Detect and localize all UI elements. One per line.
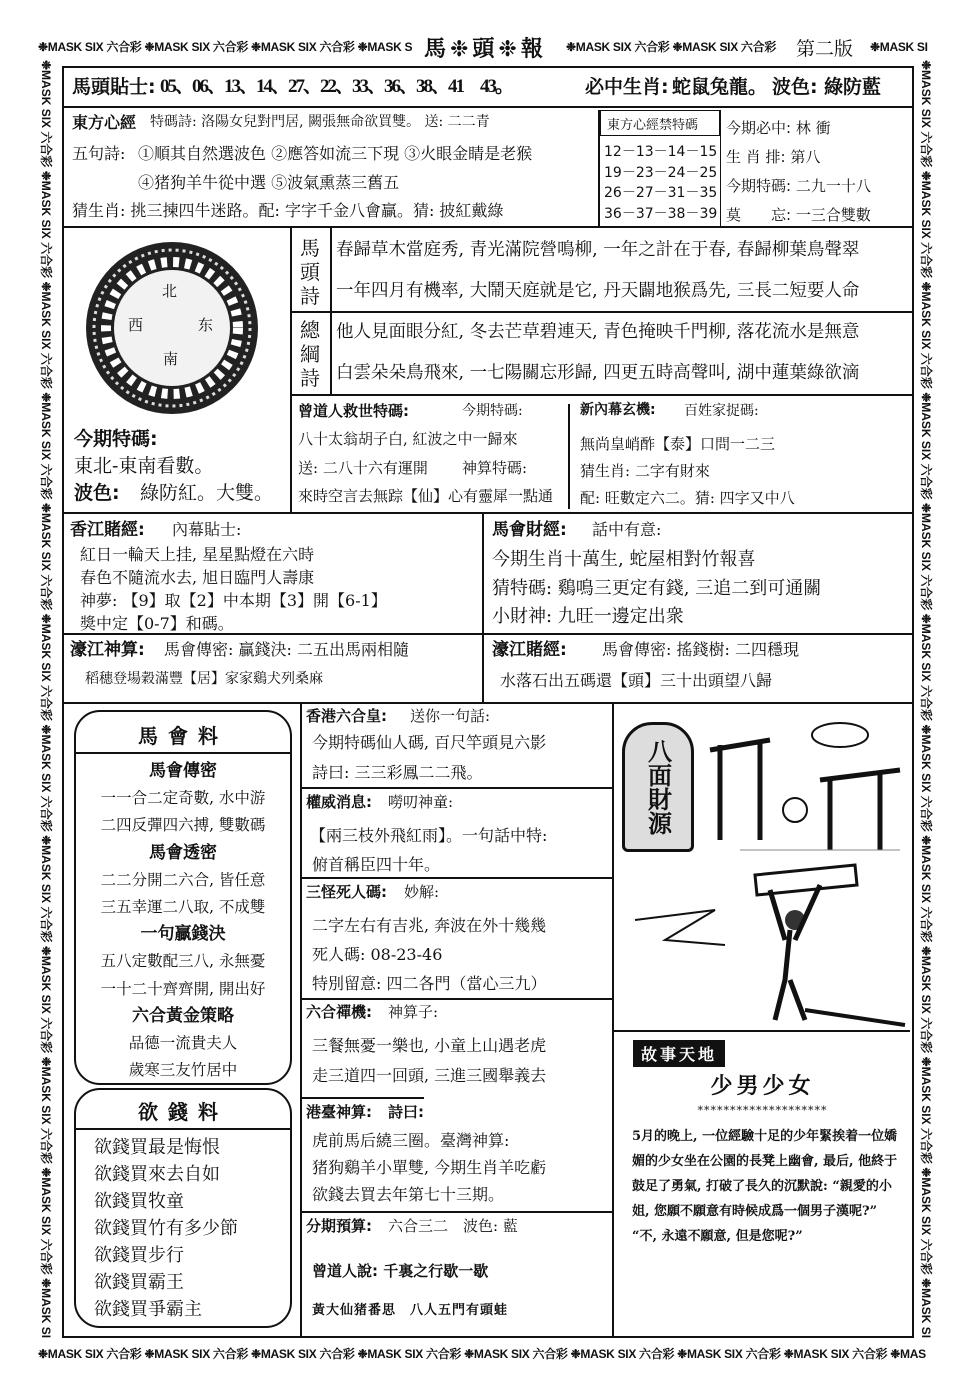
forbid-row: 26－27－31－35 [604, 185, 718, 201]
story-body: 5月的晚上, 一位經驗十足的少年緊挨着一位嬌媚的少女坐在公園的長凳上幽會, 最后, 他終于鼓足了勇氣, 打破了長久的沉默說: “親愛的小姐, 您願不願意有時候成爲一個男子漢呢?” “不, 永遠不願意, 但是您呢?” [632, 1129, 898, 1244]
neimu-line-1: 無尚皇峭酢【泰】口問一二三 [580, 435, 776, 453]
mid3-title: 三怪死人碼: [306, 883, 387, 901]
mid2-title: 權威消息: [306, 793, 372, 811]
mahuiliao-line: 二二分開二六合, 皆任意 [100, 870, 266, 889]
yuqianliao-line: 欲錢買最是悔恨 [94, 1137, 220, 1158]
zengdao-sub: 今期特碼: [462, 403, 523, 419]
info-value: 一三合雙數 [795, 206, 871, 224]
info-value: 二九一十八 [795, 177, 871, 195]
guess-zodiac: 猜生肖: 挑三揀四牛迷路。配: 字字千金八會贏。猜: 披紅戴綠 [72, 201, 504, 220]
fence-animals-illustration [700, 710, 910, 860]
banner-text: ❉MASK SIX 六合彩 ❉MASK SIX 六合彩 ❉MASK SIX 六合彩 ❉MASK S [38, 40, 413, 54]
mahuiliao-line: 三五幸運二八取, 不成雙 [100, 898, 266, 917]
five-line-1: ①順其自然選波色 ②應答如流三下現 ③火眼金睛是老猴 [138, 144, 533, 163]
tips-numbers: 05、06、13、14、27、22、33、36、38、41 43。 [160, 76, 513, 97]
haojiang1-line: 稻穗登場穀滿豐【居】家家鷄犬列桑麻 [85, 671, 323, 687]
mid2-sub: 嘮叨神童: [388, 793, 454, 811]
xiangjiang-line-1: 紅日一輪天上挂, 星星點燈在六時 [80, 545, 315, 564]
haojiang1-title: 濠江神算: [70, 640, 145, 660]
neimu-sub: 百姓家捉碼: [684, 403, 759, 419]
poem-b-line-2: 白雲朵朵鳥飛來, 一七陽關忘形歸, 四更五時高聲叫, 湖中蓮葉綠欲滴 [336, 363, 860, 383]
right-banner [918, 60, 936, 1340]
mahuiliao-line: 二四反彈四六搏, 雙數碼 [100, 816, 266, 835]
bottom-banner [38, 1345, 933, 1363]
xiangjiang-title: 香江賭經: [70, 520, 145, 540]
mid1-line-1: 今期特碼仙人碼, 百尺竿頭見六影 [312, 733, 547, 752]
forbid-row: 19－23－24－25 [604, 164, 718, 181]
mahuiliao-heading: 馬會透密 [149, 842, 217, 863]
wheel-south: 南 [163, 350, 179, 368]
zengdao-line-1: 八十太翁胡子白, 紅波之中一歸來 [298, 430, 518, 448]
mahuiliao-line: 歲寒三友竹居中 [128, 1061, 238, 1080]
mahuiliao-line: 品德一流貴夫人 [128, 1034, 238, 1053]
banner-text: ❉MASK SIX 六合彩 ❉MASK SIX 六合彩 [566, 40, 777, 54]
zengdao-line-2: 送: 二八十六有運開 [298, 459, 428, 477]
banner-text: ❉MASK SIX 六合彩 ❉MASK SIX 六合彩 ❉MASK SIX 六合彩 ❉MASK SIX 六合彩 ❉MASK SIX 六合彩 ❉MASK SIX 六合彩 ❉MASK SIX 六合彩 ❉MASK SIX 六合彩 ❉MAS [38, 1347, 926, 1361]
zengdao-title: 曾道人救世特碼: [298, 402, 409, 420]
wheel-color-text: 綠防紅。大雙。 [140, 482, 274, 504]
info-key: 生 肖 排: [726, 148, 786, 166]
neimu-line-3: 配: 旺數定六二。猜: 四字又中八 [580, 489, 795, 507]
yuqianliao-line: 欲錢買霸王 [94, 1272, 184, 1293]
mid6-sub: 六合三二 波色: 藍 [388, 1217, 518, 1235]
story-stars: ******************** [697, 1104, 828, 1117]
forbid-row: 12－13－14－15 [604, 144, 718, 160]
xiangjiang-line-2: 春色不隨流水去, 旭日臨門人壽康 [80, 568, 315, 587]
mahuiliao-heading: 一句贏錢決 [140, 924, 226, 945]
top-banner-right [870, 38, 933, 56]
mid4-line-1: 三餐無憂一樂也, 小童上山遇老虎 [312, 1036, 547, 1055]
mahui-line-1: 今期生肖十萬生, 蛇屋相對竹報喜 [492, 549, 756, 570]
neimu-title: 新內幕玄機: [580, 402, 656, 418]
banner-text: ❉MASK SI [870, 40, 928, 54]
mid3-sub: 妙解: [404, 883, 440, 901]
mid5-line-2: 猪狗鷄羊小單雙, 今期生肖羊吃虧 [312, 1158, 547, 1177]
wheel-code-text: 東北-東南看數。 [74, 455, 214, 477]
zodiac-label: 必中生肖: [585, 76, 669, 98]
mahui-sub: 話中有意: [592, 520, 662, 539]
haojiang2-line: 水落石出五碼還【頭】三十出頭望八歸 [500, 671, 773, 690]
mid3-line-2: 死人碼: 08-23-46 [312, 945, 443, 964]
forbid-table [598, 110, 910, 226]
mahuiliao-heading: 六合黃金策略 [132, 1005, 234, 1026]
haojiang2-title: 濠江賭經: [492, 640, 567, 660]
mid5-sub: 詩曰: [388, 1103, 424, 1121]
mid4-sub: 神算子: [388, 1003, 439, 1021]
wheel-code-label: 今期特碼: [74, 428, 158, 450]
info-value: 林 衝 [795, 119, 831, 137]
bamian-caisource-sign [622, 722, 694, 852]
mid6-title: 分期預算: [306, 1217, 372, 1235]
banner-text: ❉MASK SIX 六合彩 ❉MASK SIX 六合彩 ❉MASK SIX 六合彩 ❉MASK SIX 六合彩 ❉MASK SIX 六合彩 ❉MASK SIX 六合彩 ❉MASK SIX 六合彩 ❉MASK SIX 六合彩 ❉MASK SIX 六合彩 ❉MASK SIX 六合彩 ❉MASK SIX 六合彩 ❉MASK SI [39, 60, 53, 1339]
edition-label: 第二版 [790, 34, 859, 61]
color-label: 波色: [772, 76, 818, 98]
mahuiliao-line: 一十二十齊齊開, 開出好 [100, 979, 266, 998]
forbid-title: 東方心經禁特碼 [600, 110, 720, 136]
mahui-title: 馬會財經: [492, 520, 567, 540]
five-line-2: ④猪狗羊牛從中選 ⑤波氣熏蒸三舊五 [138, 173, 400, 192]
strongman-log-illustration [625, 860, 910, 1030]
xiangjiang-sub: 內幕貼士: [172, 520, 242, 539]
masthead-title: 馬❉頭❉報 [420, 32, 551, 63]
info-value: 第八 [790, 148, 821, 166]
mahuiliao-heading: 馬會傳密 [149, 761, 217, 781]
bamian-title: 八面財源 [643, 739, 672, 835]
mid1-line-2: 詩曰: 三三彩鳳二二飛。 [312, 763, 483, 782]
banner-text: ❉MASK SIX 六合彩 ❉MASK SIX 六合彩 ❉MASK SIX 六合彩 ❉MASK SIX 六合彩 ❉MASK SIX 六合彩 ❉MASK SIX 六合彩 ❉MASK SIX 六合彩 ❉MASK SIX 六合彩 ❉MASK SIX 六合彩 ❉MASK SIX 六合彩 ❉MASK SIX 六合彩 ❉MASK SI [919, 60, 933, 1339]
mahui-line-3: 小財神: 九旺一邊定出衆 [492, 606, 684, 627]
mahuiliao-line: 一一合二定奇數, 水中游 [100, 789, 266, 808]
mid3-line-3: 特別留意: 四二各門（當心三九） [312, 974, 547, 993]
five-label: 五句詩: [72, 144, 126, 163]
mid1-sub: 送你一句話: [410, 707, 491, 725]
top-banner-middle [566, 38, 782, 56]
yuqianliao-title: 欲錢料 [138, 1100, 228, 1124]
mahuiliao-line: 五八定數配三八, 永無憂 [100, 952, 266, 971]
dongfang-poem: 特碼詩: 洛陽女兒對門居, 闕張無命欲買雙。 送: 二二青 [150, 114, 490, 130]
wheel-east: 东 [198, 316, 214, 334]
neimu-line-2: 猜生肖: 二字有財來 [580, 462, 710, 480]
top-banner-left [38, 38, 412, 56]
info-key: 今期必中: [726, 119, 792, 137]
poem-a-line-1: 春歸草木當庭秀, 青光滿院營鳴柳, 一年之計在于春, 春歸柳葉鳥聲翠 [336, 240, 860, 260]
color-value: 綠防藍 [824, 76, 882, 98]
poem-a-line-2: 一年四月有機率, 大鬧天庭就是它, 丹天闢地猴爲先, 三長二短要人命 [336, 281, 860, 301]
zengdao-line-2b: 神算特碼: [462, 459, 528, 477]
mid3-line-1: 二字左右有吉兆, 奔波在外十幾幾 [312, 916, 547, 935]
yuqianliao-line: 欲錢買爭霸主 [94, 1299, 202, 1320]
mid1-title: 香港六合皇: [306, 707, 387, 725]
mid7-text: 曾道人說: 千裏之行歇一歇 [312, 1262, 489, 1280]
compass-wheel-image [82, 238, 262, 418]
mid4-line-2: 走三道四一回頭, 三進三國舉義去 [312, 1066, 547, 1085]
mahui-line-2: 猜特碼: 鷄鳴三更定有錢, 三追二到可通關 [492, 578, 822, 599]
wheel-color-label: 波色: [74, 482, 120, 504]
yuqianliao-box [74, 1088, 292, 1328]
mahuiliao-title: 馬會料 [138, 724, 228, 748]
xiangjiang-line-3: 神夢: 【9】取【2】中本期【3】開【6-1】 [80, 591, 387, 610]
haojiang1-sub: 馬會傳密: 贏錢決: 二五出馬兩相隨 [164, 640, 409, 659]
mid2-line-1: 【兩三枝外飛紅雨】。一句話中特: [310, 826, 548, 845]
zengdao-line-3: 來時空言去無踪【仙】心有靈犀一點通 [298, 487, 554, 505]
mid4-title: 六合禪機: [306, 1003, 372, 1021]
haojiang2-sub: 馬會傳密: 搖錢樹: 二四穩現 [602, 640, 799, 659]
left-banner [38, 60, 56, 1340]
mid5-line-1: 虎前馬后繞三圈。臺灣神算: [312, 1131, 510, 1150]
xiangjiang-line-4: 獎中定【0-7】和碼。 [80, 614, 234, 633]
wheel-west: 西 [128, 316, 144, 334]
mid5-title: 港臺神算: [306, 1103, 372, 1121]
poem-b-label: 總綱詩 [300, 318, 320, 390]
mid2-line-2: 俯首稱臣四十年。 [312, 855, 441, 874]
yuqianliao-line: 欲錢買牧童 [94, 1191, 184, 1212]
yuqianliao-line: 欲錢買竹有多少節 [94, 1218, 238, 1239]
poem-a-label: 馬頭詩 [300, 236, 320, 308]
info-key: 今期特碼: [726, 177, 792, 195]
wheel-north: 北 [162, 282, 178, 300]
info-key: 莫 忘: [726, 206, 792, 224]
tips-label: 馬頭貼士: [72, 76, 156, 98]
story-title: 少男少女 [710, 1073, 815, 1099]
yuqianliao-line: 欲錢買步行 [94, 1245, 184, 1266]
mahuiliao-box [74, 710, 292, 1085]
dongfang-title: 東方心經 [72, 113, 137, 132]
mid8-text: 黃大仙猪番思 八人五門有頭蛙 [312, 1303, 509, 1318]
forbid-row: 36－37－38－39 [604, 205, 718, 222]
story-tag: 故事天地 [633, 1040, 725, 1067]
poem-b-line-1: 他人見面眼分紅, 冬去芒草碧連天, 青色掩映千門柳, 落花流水是無意 [336, 322, 860, 342]
yuqianliao-line: 欲錢買來去自如 [94, 1164, 220, 1185]
mid5-line-3: 欲錢去買去年第七十三期。 [312, 1185, 505, 1204]
zodiac-value: 蛇鼠兔龍。 [672, 76, 768, 98]
